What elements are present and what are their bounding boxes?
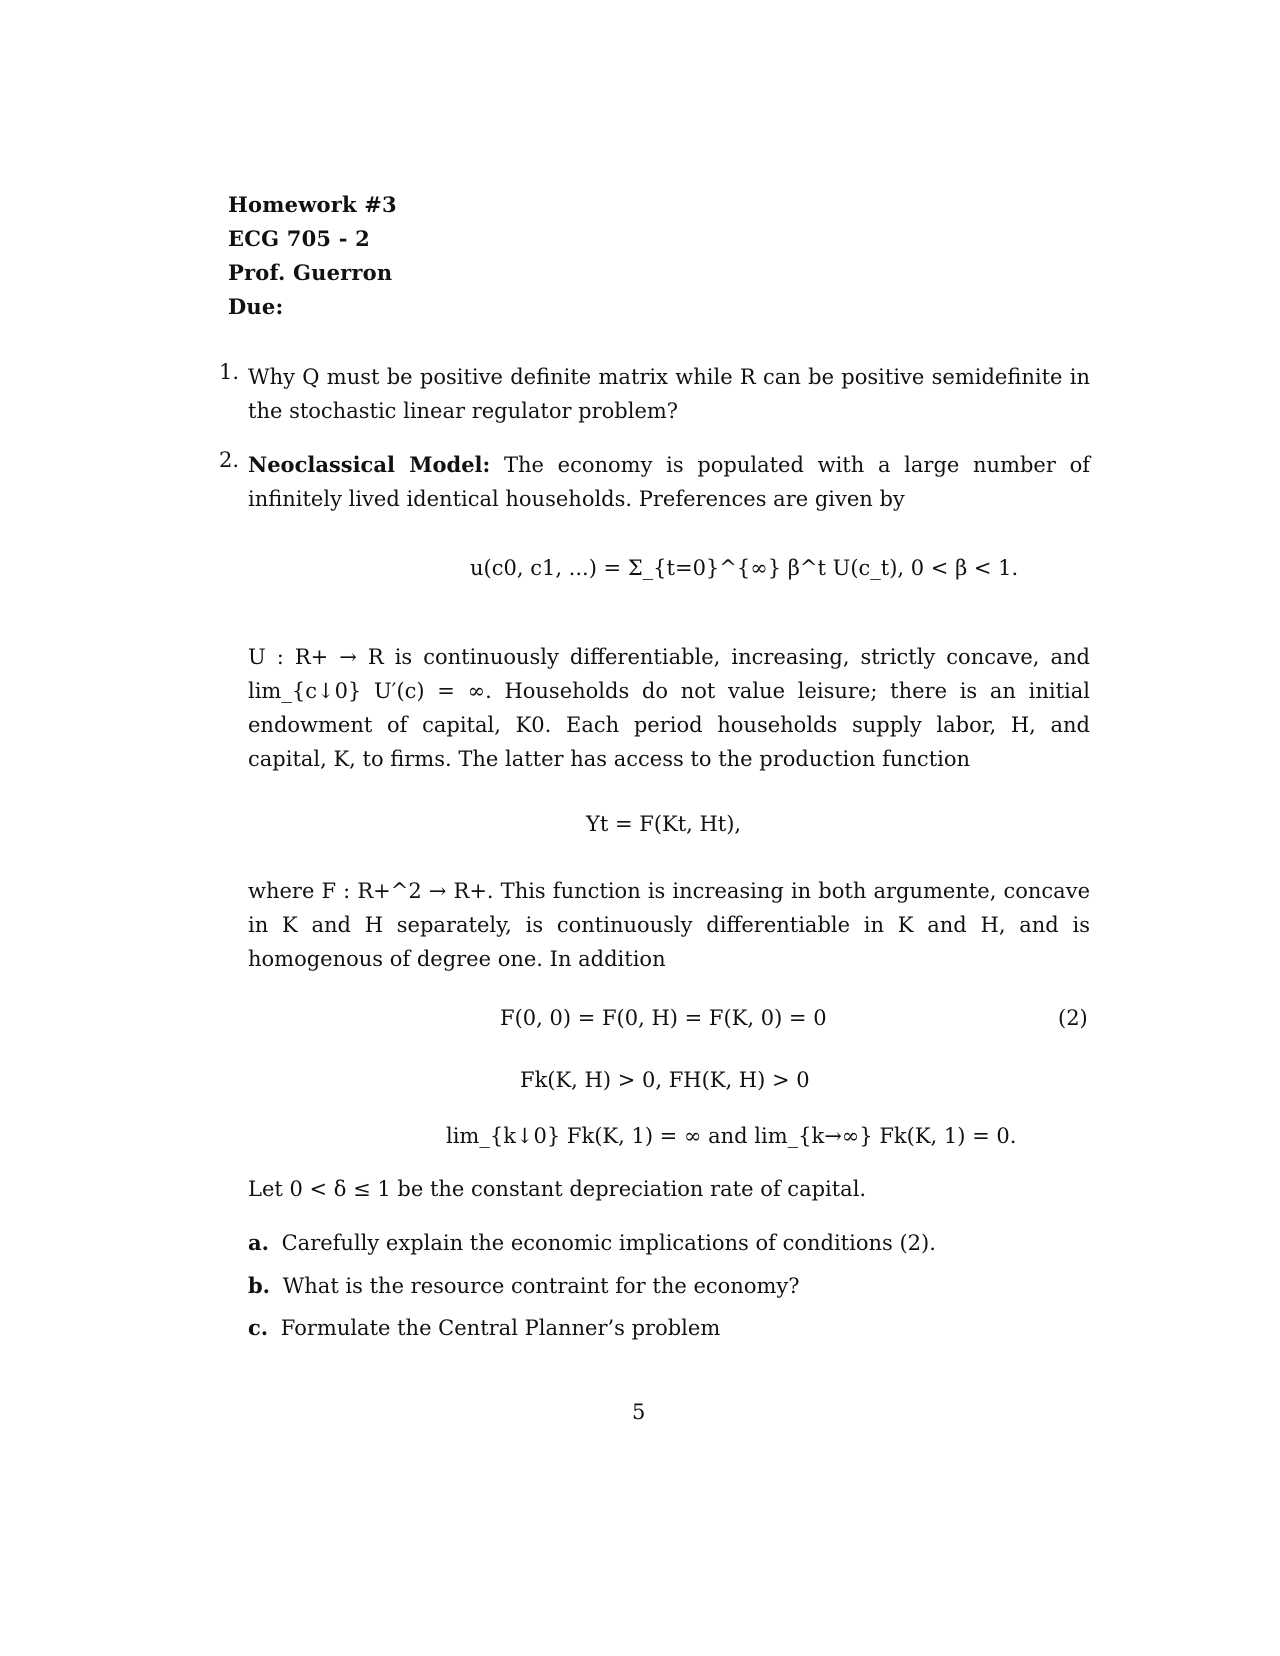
depreciation-text: Let 0 < δ ≤ 1 be the constant depreciation rate of capital. bbox=[248, 1177, 867, 1201]
question-1-body: Why Q must be positive definite matrix while R can be positive semidefinite in the stochastic linear regulator problem? bbox=[248, 365, 1090, 423]
page-number: 5 bbox=[632, 1400, 646, 1424]
part-a-text: Carefully explain the economic implications of conditions (2). bbox=[281, 1231, 936, 1255]
professor-name: Prof. Guerron bbox=[228, 260, 393, 285]
part-c-label: c. bbox=[248, 1315, 269, 1340]
depreciation-statement bbox=[248, 1172, 1090, 1206]
equation-label-2: (2) bbox=[1058, 1006, 1088, 1030]
equation-conditions-3-text: lim_{k↓0} Fk(K, 1) = ∞ and lim_{k→∞} Fk(K, 1) = 0. bbox=[446, 1124, 1017, 1148]
paragraph-production-assumptions bbox=[248, 874, 1090, 976]
question-2-intro-text: The economy is populated with a large number of infinitely lived identical households. Preferences are given by bbox=[248, 453, 1091, 511]
course-code: ECG 705 - 2 bbox=[228, 226, 370, 251]
part-c bbox=[248, 1315, 720, 1340]
paragraph-production-text: where F : R+^2 → R+. This function is increasing in both argumente, concave in K and H separately, is continuously differentiable in K and H, and is homogenous of degree one. In addition bbox=[248, 879, 1090, 971]
equation-conditions-3 bbox=[446, 1124, 1016, 1148]
homework-title: Homework #3 bbox=[228, 192, 397, 217]
question-2-number: 2. bbox=[219, 448, 240, 472]
part-a-label: a. bbox=[248, 1230, 269, 1255]
part-c-text: Formulate the Central Planner’s problem bbox=[280, 1316, 721, 1340]
equation-utility-text: u(c0, c1, ...) = Σ_{t=0}^{∞} β^t U(c_t), 0 < β < 1. bbox=[470, 556, 1019, 580]
part-b bbox=[248, 1273, 800, 1298]
equation-utility bbox=[470, 556, 1018, 580]
equation-conditions-1-text: F(0, 0) = F(0, H) = F(K, 0) = 0 bbox=[500, 1006, 827, 1030]
question-2-intro: Neoclassical Model: The economy is populated with a large number of infinitely lived identical households. Preferences are given by bbox=[248, 452, 1091, 511]
part-b-text: What is the resource contraint for the economy? bbox=[282, 1274, 800, 1298]
paragraph-utility-text: U : R+ → R is continuously differentiable, increasing, strictly concave, and lim_{c↓0} U′(c) = ∞. Households do not value leisure; there is an initial endowment of capital, K0. Each period households supply labor, H, and capital, K, to firms. The latter has access to the production function bbox=[248, 645, 1090, 771]
equation-production bbox=[586, 812, 741, 836]
question-2-title: Neoclassical Model bbox=[248, 452, 483, 477]
equation-conditions-1 bbox=[500, 1006, 827, 1030]
equation-conditions-2-text: Fk(K, H) > 0, FH(K, H) > 0 bbox=[520, 1068, 810, 1092]
due-label: Due: bbox=[228, 294, 284, 319]
paragraph-utility-assumptions bbox=[248, 640, 1090, 776]
part-a bbox=[248, 1230, 936, 1255]
question-1-number: 1. bbox=[219, 360, 240, 384]
equation-conditions-2 bbox=[520, 1068, 810, 1092]
question-1-text bbox=[248, 360, 1090, 428]
part-b-label: b. bbox=[248, 1273, 270, 1298]
equation-production-text: Yt = F(Kt, Ht), bbox=[586, 812, 742, 836]
